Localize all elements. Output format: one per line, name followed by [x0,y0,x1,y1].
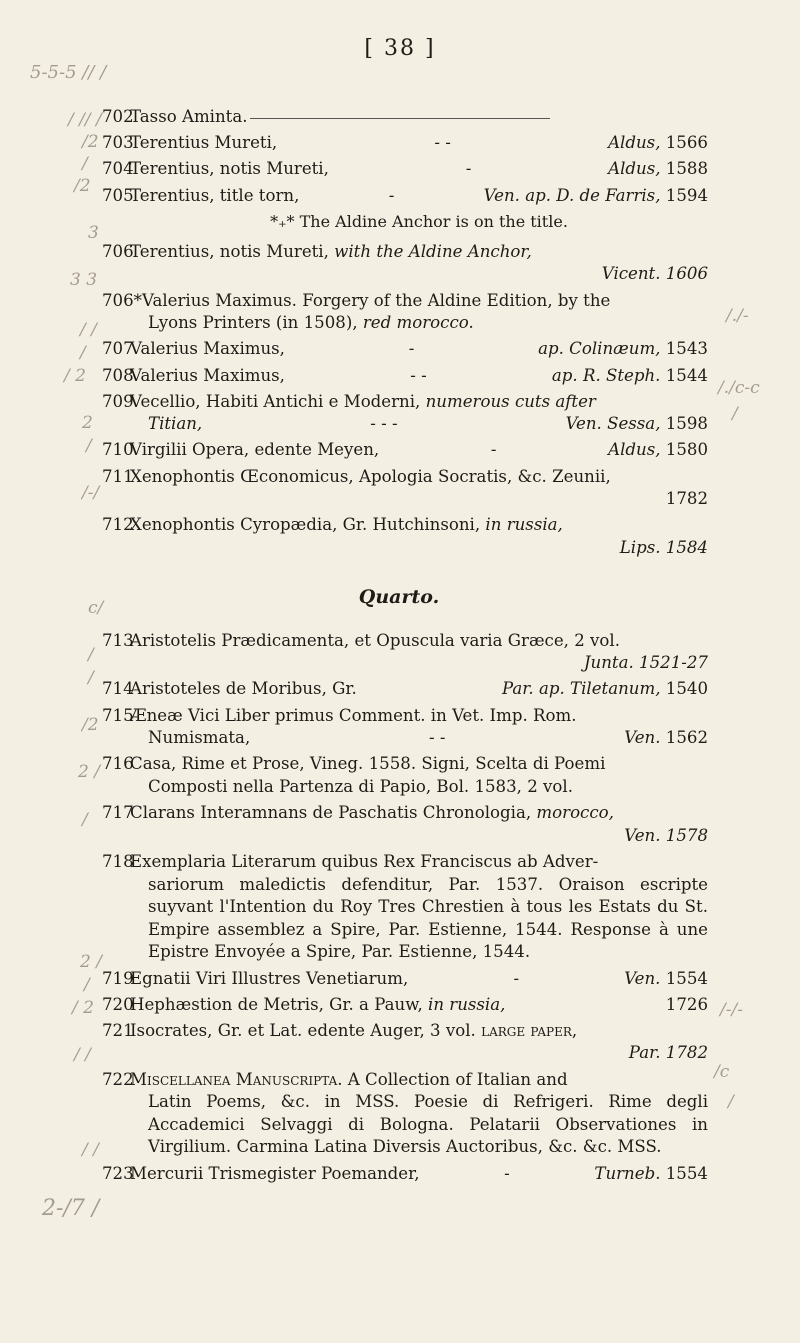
imprint: Ven. [624,728,661,748]
entry-title: Exemplaria Literarum quibus Rex Franciscus ab Adver- [130,851,599,871]
lot-number: 722 [102,1069,134,1089]
entry-continuation: Titian, [148,414,203,434]
left-note: / [82,810,88,830]
entry-713 [102,630,708,675]
entry-707 [102,338,708,361]
entry-709 [102,391,708,436]
entry-717 [102,802,708,847]
entry-lead: Miscellanea Manuscripta. [130,1069,343,1089]
year: 1540 [665,679,708,699]
left-note: /2 [74,176,91,196]
left-note: 2 / [80,952,102,972]
separator: - [504,1163,510,1183]
entry-716 [102,753,708,798]
lot-number: 709 [102,391,134,411]
entry-719 [102,968,708,991]
imprint-line: Ven. 1578 [624,825,708,845]
left-note: / [80,343,86,363]
entry-title: Xenophontis Œconomicus, Apologia Socratis, &c. Zeunii, [130,466,611,486]
entry-714 [102,678,708,701]
entry-706-star [102,290,708,335]
lot-number: 720 [102,994,134,1014]
lot-number: 710 [102,440,134,460]
entry-title: Hephæstion de Metris, Gr. a Pauw, [130,994,423,1014]
separator: - [465,159,472,179]
catalogue-entries [102,106,708,1189]
left-note: 3 3 [70,270,98,290]
left-note: 2 / [78,762,100,782]
year: 1588 [665,159,708,179]
lot-number: 723 [102,1163,134,1183]
lot-number: 708 [102,365,134,385]
lot-number: 715 [102,705,134,725]
entry-712 [102,514,708,559]
lot-number: 716 [102,754,134,774]
left-note: / / [74,1045,91,1065]
entry-723 [102,1163,708,1186]
separator: - - [434,133,451,153]
year: 1594 [665,185,708,205]
imprint: Turneb. [594,1163,661,1183]
lot-number: 702 [102,107,134,126]
entry-722 [102,1069,708,1159]
entry-718 [102,851,708,964]
right-note: /-/- [720,1000,743,1020]
lot-number: 706* [102,290,142,310]
entry-title: Vecellio, Habiti Antichi e Moderni, [130,391,421,411]
page-number: [ 38 ] [364,36,436,61]
separator: - - - [370,414,398,434]
left-note: /-/ [82,483,100,503]
year: 1554 [665,1163,708,1183]
entry-detail: with the Aldine Anchor, [334,241,532,261]
entry-711 [102,466,708,511]
year: 1782 [665,489,708,509]
year: 1566 [665,133,708,153]
left-note: / [86,436,92,456]
right-note: /c [714,1062,730,1082]
entry-703 [102,132,708,155]
entry-continuation: Numismata, [148,728,251,748]
entry-title: Aristotelis Prædicamenta, et Opuscula varia Græce, 2 vol. [130,630,621,650]
handwritten-note-bottom: 2-/7 / [42,1196,100,1221]
handwritten-note-top-left: 5-5-5 // / [30,62,107,83]
lot-number: 704 [102,159,134,179]
paper-size: large paper, [481,1020,578,1040]
lot-number: 712 [102,515,134,535]
entry-title: Casa, Rime et Prose, Vineg. 1558. Signi, Scelta di Poemi [130,754,606,774]
imprint: Par. ap. Tiletanum, [502,679,661,699]
separator: - [388,185,395,205]
lot-number: 717 [102,803,134,823]
left-note: / / [82,1140,99,1160]
year: 1544 [665,365,708,385]
lot-number: 713 [102,630,134,650]
entry-720 [102,994,708,1017]
lot-number: 718 [102,851,134,871]
entry-title: Xenophontis Cyropædia, Gr. Hutchinsoni, [130,515,481,535]
binding: in russia, [428,994,506,1014]
entry-title: Mercurii Trismegister Poemander, [130,1163,420,1183]
entry-title: Terentius, notis Mureti, [130,241,329,261]
entry-title: Terentius, notis Mureti, [130,159,329,179]
entry-702 [102,106,708,129]
right-note: / [728,1092,734,1112]
left-note: / // / [68,110,102,130]
entry-710 [102,439,708,462]
imprint-line: Lips. 1584 [619,538,708,558]
left-note: c/ [88,598,104,618]
left-note: / [82,154,88,174]
separator: - [513,968,520,988]
entry-title: A Collection of Italian and [347,1069,568,1089]
binding: in russia, [485,515,563,535]
entry-title: Virgilii Opera, edente Meyen, [130,440,380,460]
imprint: Ven. [624,968,661,988]
entry-title: Egnatii Viri Illustres Venetiarum, [130,968,409,988]
entry-708 [102,365,708,388]
entry-continuation: Lyons Printers (in 1508), [148,313,358,333]
entry-title: Aristoteles de Moribus, Gr. [130,679,357,699]
lot-number: 721 [102,1020,134,1040]
entry-description: Latin Poems, &c. in MSS. Poesie di Refrigeri. Rime degli Accademici Selvaggi di Bologna. Pelatarii Observationes in Virgilium. Carmina Latina Diversis Auctoribus, &c. &c. MSS. [148,1092,708,1157]
entry-title: Terentius, title torn, [130,185,300,205]
entry-title: Terentius Mureti, [130,133,278,153]
lot-number: 707 [102,339,134,359]
lot-number: 703 [102,133,134,153]
year: 1726 [665,994,708,1014]
entry-note: *₊* The Aldine Anchor is on the title. [270,211,568,231]
entry-title: Valerius Maximus, [130,365,285,385]
separator: - [490,440,497,460]
left-note: / [88,645,94,665]
imprint-line: Vicent. 1606 [601,264,708,284]
entry-706 [102,241,708,286]
imprint: Aldus, [608,133,661,153]
left-note: 2 [82,413,93,433]
entry-715 [102,705,708,750]
imprint-line: Par. 1782 [628,1043,708,1063]
entry-description: sariorum maledictis defenditur, Par. 1537. Oraison escripte suyvant l'Intention du Roy Tres Chrestien à tous les Estats du St. Empire assemblez a Spire, Par. Estienne, 1544. Response à une Epistre Envoyée a Spire, Par. Estienne, 1544. [148,874,708,962]
left-note: / 2 [64,366,86,386]
section-heading-quarto: Quarto. [358,585,440,608]
imprint: Aldus, [608,159,661,179]
left-note: / [84,975,90,995]
entry-title: Clarans Interamnans de Paschatis Chronologia, [130,803,532,823]
entry-continuation: Composti nella Partenza di Papio, Bol. 1583, 2 vol. [148,776,574,796]
right-note: /./- [726,306,749,326]
year: 1554 [665,968,708,988]
lot-number: 711 [102,466,134,486]
imprint: Ven. ap. D. de Farris, [483,185,661,205]
entry-title: Valerius Maximus, [130,339,285,359]
entry-705 [102,185,708,208]
imprint: Ven. Sessa, [565,414,661,434]
lot-number: 706 [102,241,134,261]
left-note: /2 [82,715,99,735]
lot-number: 705 [102,185,134,205]
left-note: 3 [88,223,99,243]
year: 1598 [665,414,708,434]
entry-detail: numerous cuts after [425,391,596,411]
entry-title: Valerius Maximus. Forgery of the Aldine Edition, by the [142,290,611,310]
year: 1543 [665,339,708,359]
year: 1562 [665,728,708,748]
separator: - - [428,728,446,748]
imprint: ap. Colinæum, [538,339,661,359]
separator: - [408,339,415,359]
lot-number: 714 [102,679,134,699]
entry-704 [102,158,708,181]
binding: morocco, [536,803,614,823]
imprint: ap. R. Steph. [551,365,661,385]
entry-721 [102,1020,708,1065]
dash-rule [250,117,550,119]
entry-title: Æneæ Vici Liber primus Comment. in Vet. Imp. Rom. [130,705,577,725]
separator: - - [410,365,427,385]
left-note: / / [80,320,97,340]
lot-number: 719 [102,968,134,988]
binding: red morocco. [362,313,474,333]
right-note: /./c-c [718,378,760,398]
left-note: / 2 [72,998,94,1018]
entry-title: Tasso Aminta. [130,107,248,126]
year: 1580 [665,440,708,460]
left-note: /2 [82,132,99,152]
entry-title: Isocrates, Gr. et Lat. edente Auger, 3 vol. [130,1020,476,1040]
imprint: Aldus, [608,440,661,460]
left-note: / [88,668,94,688]
imprint-line: Junta. 1521-27 [583,653,708,673]
right-note: / [732,404,738,424]
